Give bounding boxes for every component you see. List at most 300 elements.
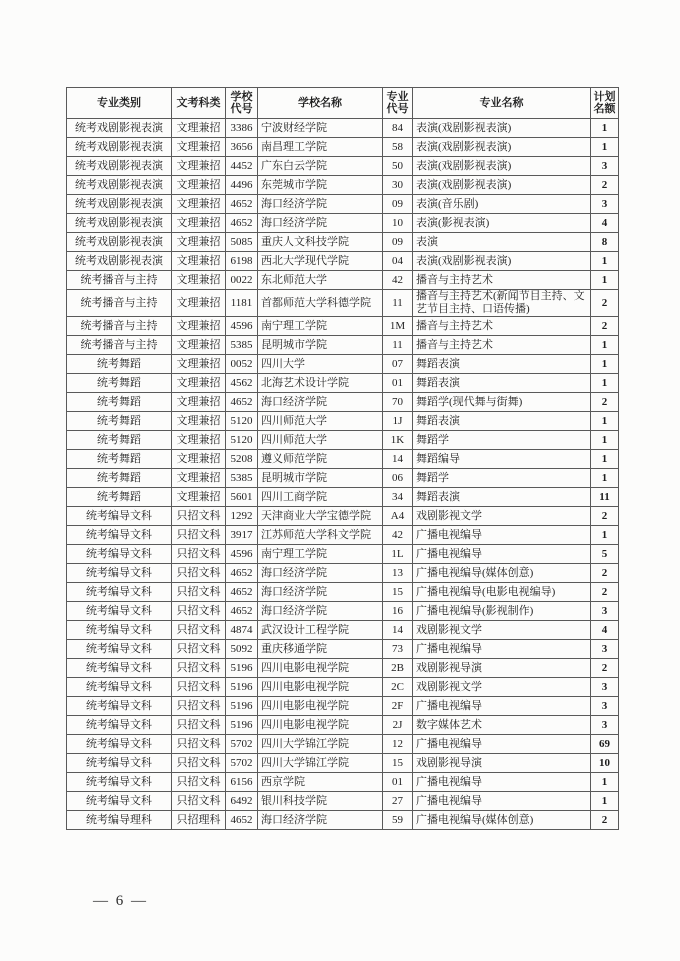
table-cell-major-code: 1L [383,545,413,564]
table-cell-school-code: 4652 [226,393,258,412]
table-cell-major-category: 统考舞蹈 [67,374,172,393]
table-cell-major-category: 统考播音与主持 [67,271,172,290]
table-cell-school-name: 天津商业大学宝德学院 [258,507,383,526]
table-cell-school-code: 4562 [226,374,258,393]
table-row [67,119,619,138]
table-cell-subject-type: 文理兼招 [172,176,226,195]
table-cell-quota: 2 [591,659,619,678]
table-row [67,450,619,469]
table-cell-major-code: 58 [383,138,413,157]
table-cell-major-name: 广播电视编导 [413,545,591,564]
table-cell-school-code: 4652 [226,583,258,602]
table-cell-school-name: 四川电影电视学院 [258,716,383,735]
table-cell-school-name: 遵义师范学院 [258,450,383,469]
table-cell-subject-type: 只招文科 [172,602,226,621]
table-cell-school-code: 4652 [226,602,258,621]
table-cell-quota: 2 [591,564,619,583]
table-cell-quota: 1 [591,431,619,450]
table-cell-school-code: 6198 [226,252,258,271]
table-cell-major-name: 舞蹈表演 [413,488,591,507]
table-cell-school-code: 5196 [226,716,258,735]
table-row [67,773,619,792]
table-cell-major-name: 戏剧影视导演 [413,659,591,678]
table-row [67,317,619,336]
table-cell-major-category: 统考编导文科 [67,697,172,716]
table-cell-school-code: 4652 [226,195,258,214]
table-cell-major-code: 09 [383,195,413,214]
table-cell-major-name: 舞蹈编导 [413,450,591,469]
table-cell-major-name: 数字媒体艺术 [413,716,591,735]
table-row [67,583,619,602]
table-row [67,545,619,564]
table-cell-major-name: 舞蹈学 [413,469,591,488]
table-cell-quota: 3 [591,602,619,621]
table-cell-major-category: 统考编导文科 [67,754,172,773]
table-cell-subject-type: 只招文科 [172,507,226,526]
table-cell-major-code: 42 [383,271,413,290]
table-cell-major-code: 34 [383,488,413,507]
table-row [67,431,619,450]
table-row [67,374,619,393]
table-cell-quota: 2 [591,583,619,602]
table-cell-subject-type: 文理兼招 [172,355,226,374]
table-cell-school-name: 昆明城市学院 [258,336,383,355]
table-cell-school-name: 海口经济学院 [258,583,383,602]
table-cell-quota: 2 [591,507,619,526]
table-cell-subject-type: 文理兼招 [172,195,226,214]
table-cell-quota: 3 [591,678,619,697]
table-cell-subject-type: 只招文科 [172,526,226,545]
table-cell-subject-type: 只招文科 [172,678,226,697]
table-cell-major-category: 统考编导文科 [67,507,172,526]
table-cell-quota: 1 [591,271,619,290]
table-cell-major-category: 统考编导文科 [67,773,172,792]
table-cell-major-name: 广播电视编导 [413,792,591,811]
table-cell-school-code: 5196 [226,659,258,678]
table-row [67,214,619,233]
col-header-subject-type: 文考科类 [172,88,226,119]
table-cell-major-name: 舞蹈表演 [413,412,591,431]
table-cell-major-category: 统考戏剧影视表演 [67,138,172,157]
table-cell-school-name: 海口经济学院 [258,393,383,412]
table-cell-major-category: 统考编导文科 [67,659,172,678]
table-cell-major-code: 14 [383,450,413,469]
table-cell-quota: 2 [591,811,619,830]
table-cell-quota: 1 [591,469,619,488]
table-cell-major-name: 表演(戏剧影视表演) [413,176,591,195]
table-cell-subject-type: 文理兼招 [172,450,226,469]
table-cell-school-name: 西北大学现代学院 [258,252,383,271]
table-row [67,336,619,355]
col-header-school-name: 学校名称 [258,88,383,119]
table-cell-subject-type: 只招文科 [172,621,226,640]
table-cell-school-code: 3656 [226,138,258,157]
table-cell-school-name: 四川电影电视学院 [258,678,383,697]
table-cell-school-name: 东莞城市学院 [258,176,383,195]
table-cell-quota: 4 [591,621,619,640]
table-cell-major-code: 11 [383,290,413,317]
table-cell-major-name: 表演(影视表演) [413,214,591,233]
table-row [67,716,619,735]
admission-plan-table [66,87,619,830]
table-cell-quota: 8 [591,233,619,252]
table-cell-quota: 3 [591,157,619,176]
table-cell-school-code: 4496 [226,176,258,195]
table-row [67,564,619,583]
table-row [67,176,619,195]
table-cell-major-code: 09 [383,233,413,252]
table-cell-school-code: 0022 [226,271,258,290]
table-cell-school-code: 5092 [226,640,258,659]
table-cell-major-name: 广播电视编导(影视制作) [413,602,591,621]
table-cell-major-category: 统考编导文科 [67,564,172,583]
table-cell-subject-type: 文理兼招 [172,412,226,431]
table-cell-major-category: 统考编导文科 [67,583,172,602]
table-cell-school-name: 东北师范大学 [258,271,383,290]
table-cell-major-code: 2B [383,659,413,678]
table-cell-quota: 1 [591,374,619,393]
table-cell-major-category: 统考戏剧影视表演 [67,157,172,176]
table-cell-school-name: 四川师范大学 [258,431,383,450]
table-cell-school-name: 四川大学锦江学院 [258,754,383,773]
table-cell-subject-type: 文理兼招 [172,290,226,317]
table-row [67,792,619,811]
table-cell-school-name: 武汉设计工程学院 [258,621,383,640]
table-cell-subject-type: 文理兼招 [172,271,226,290]
table-cell-major-name: 广播电视编导 [413,773,591,792]
table-row [67,488,619,507]
table-cell-school-code: 4652 [226,811,258,830]
table-cell-major-category: 统考舞蹈 [67,450,172,469]
table-cell-school-code: 5120 [226,431,258,450]
table-cell-school-name: 银川科技学院 [258,792,383,811]
table-row [67,621,619,640]
table-cell-major-category: 统考编导文科 [67,716,172,735]
table-cell-major-category: 统考播音与主持 [67,290,172,317]
table-cell-major-category: 统考戏剧影视表演 [67,195,172,214]
table-cell-major-name: 播音与主持艺术 [413,271,591,290]
table-cell-school-code: 5702 [226,735,258,754]
table-cell-school-code: 5385 [226,336,258,355]
table-cell-major-code: 50 [383,157,413,176]
table-cell-quota: 1 [591,526,619,545]
table-row [67,252,619,271]
table-cell-major-name: 舞蹈学 [413,431,591,450]
table-body [67,119,619,830]
table-cell-major-category: 统考戏剧影视表演 [67,233,172,252]
table-cell-major-code: 70 [383,393,413,412]
table-cell-subject-type: 只招文科 [172,792,226,811]
table-cell-school-code: 1181 [226,290,258,317]
table-cell-major-name: 表演 [413,233,591,252]
table-row [67,754,619,773]
table-row [67,195,619,214]
table-cell-quota: 3 [591,640,619,659]
table-cell-school-name: 重庆移通学院 [258,640,383,659]
table-cell-school-code: 4874 [226,621,258,640]
table-cell-school-code: 5702 [226,754,258,773]
table-cell-subject-type: 文理兼招 [172,317,226,336]
table-cell-school-code: 0052 [226,355,258,374]
table-cell-major-category: 统考舞蹈 [67,469,172,488]
table-cell-school-name: 南宁理工学院 [258,545,383,564]
table-row [67,233,619,252]
table-row [67,507,619,526]
table-row [67,697,619,716]
table-cell-major-code: 84 [383,119,413,138]
table-cell-major-code: 15 [383,583,413,602]
table-cell-quota: 3 [591,716,619,735]
table-cell-school-name: 海口经济学院 [258,811,383,830]
table-cell-major-category: 统考舞蹈 [67,431,172,450]
table-row [67,157,619,176]
table-cell-school-code: 4596 [226,545,258,564]
table-cell-school-code: 3386 [226,119,258,138]
table-cell-school-name: 北海艺术设计学院 [258,374,383,393]
table-cell-subject-type: 文理兼招 [172,157,226,176]
table-cell-subject-type: 文理兼招 [172,252,226,271]
table-cell-major-code: 06 [383,469,413,488]
table-cell-major-code: 1M [383,317,413,336]
table-cell-major-name: 播音与主持艺术 [413,317,591,336]
table-cell-major-category: 统考编导文科 [67,640,172,659]
table-cell-major-category: 统考戏剧影视表演 [67,252,172,271]
table-cell-major-code: 10 [383,214,413,233]
table-cell-quota: 1 [591,355,619,374]
table-cell-major-code: A4 [383,507,413,526]
table-cell-major-name: 广播电视编导 [413,640,591,659]
table-cell-quota: 4 [591,214,619,233]
table-cell-school-name: 四川师范大学 [258,412,383,431]
table-cell-school-code: 4452 [226,157,258,176]
table-row [67,811,619,830]
table-cell-school-name: 西京学院 [258,773,383,792]
table-row [67,659,619,678]
table-cell-major-code: 1K [383,431,413,450]
table-cell-quota: 2 [591,290,619,317]
table-cell-quota: 1 [591,252,619,271]
table-cell-quota: 2 [591,317,619,336]
table-cell-subject-type: 文理兼招 [172,138,226,157]
table-cell-quota: 1 [591,792,619,811]
table-cell-subject-type: 只招文科 [172,697,226,716]
table-cell-major-name: 舞蹈表演 [413,374,591,393]
table-cell-major-name: 广播电视编导 [413,526,591,545]
table-cell-major-code: 30 [383,176,413,195]
table-cell-school-name: 重庆人文科技学院 [258,233,383,252]
table-cell-school-name: 南宁理工学院 [258,317,383,336]
table-cell-major-name: 戏剧影视文学 [413,621,591,640]
table-cell-subject-type: 只招文科 [172,773,226,792]
col-header-major-code: 专业代号 [383,88,413,119]
table-cell-quota: 2 [591,393,619,412]
table-cell-major-code: 2J [383,716,413,735]
table-cell-major-category: 统考编导文科 [67,735,172,754]
table-cell-major-category: 统考编导文科 [67,678,172,697]
table-cell-quota: 3 [591,195,619,214]
table-cell-subject-type: 只招文科 [172,583,226,602]
table-row [67,138,619,157]
table-cell-quota: 1 [591,773,619,792]
table-cell-quota: 1 [591,119,619,138]
table-cell-major-name: 广播电视编导(电影电视编导) [413,583,591,602]
table-cell-subject-type: 文理兼招 [172,214,226,233]
table-cell-subject-type: 只招文科 [172,640,226,659]
table-cell-major-code: 11 [383,336,413,355]
table-cell-school-code: 5085 [226,233,258,252]
table-cell-school-name: 宁波财经学院 [258,119,383,138]
table-row [67,393,619,412]
table-row [67,469,619,488]
table-cell-subject-type: 只招文科 [172,659,226,678]
table-cell-subject-type: 只招文科 [172,545,226,564]
table-cell-major-code: 14 [383,621,413,640]
table-cell-subject-type: 只招文科 [172,754,226,773]
table-cell-school-code: 5601 [226,488,258,507]
table-cell-subject-type: 文理兼招 [172,431,226,450]
table-cell-school-code: 5385 [226,469,258,488]
table-cell-major-category: 统考编导文科 [67,526,172,545]
table-cell-major-code: 13 [383,564,413,583]
table-cell-school-name: 首都师范大学科德学院 [258,290,383,317]
table-cell-major-code: 07 [383,355,413,374]
table-cell-subject-type: 只招理科 [172,811,226,830]
table-cell-major-name: 表演(戏剧影视表演) [413,252,591,271]
table-cell-quota: 1 [591,336,619,355]
table-cell-major-category: 统考舞蹈 [67,393,172,412]
table-cell-major-category: 统考戏剧影视表演 [67,176,172,195]
table-cell-major-name: 戏剧影视文学 [413,507,591,526]
table-cell-major-code: 01 [383,374,413,393]
col-header-major-category: 专业类别 [67,88,172,119]
table-cell-school-code: 6492 [226,792,258,811]
table-cell-major-code: 2C [383,678,413,697]
table-cell-major-category: 统考编导理科 [67,811,172,830]
table-cell-major-category: 统考编导文科 [67,621,172,640]
table-cell-school-code: 5196 [226,678,258,697]
table-cell-major-category: 统考播音与主持 [67,336,172,355]
table-cell-quota: 5 [591,545,619,564]
table-cell-school-code: 5120 [226,412,258,431]
table-cell-school-name: 海口经济学院 [258,564,383,583]
table-cell-major-category: 统考戏剧影视表演 [67,119,172,138]
table-cell-school-code: 5208 [226,450,258,469]
table-cell-major-name: 广播电视编导(媒体创意) [413,811,591,830]
table-cell-school-name: 四川工商学院 [258,488,383,507]
table-cell-major-name: 广播电视编导 [413,697,591,716]
table-cell-school-name: 海口经济学院 [258,214,383,233]
table-cell-major-category: 统考编导文科 [67,545,172,564]
table-cell-school-code: 6156 [226,773,258,792]
table-cell-major-code: 01 [383,773,413,792]
table-cell-major-name: 播音与主持艺术 [413,336,591,355]
table-row [67,271,619,290]
table-cell-major-name: 舞蹈学(现代舞与街舞) [413,393,591,412]
table-cell-school-code: 1292 [226,507,258,526]
table-cell-school-name: 四川电影电视学院 [258,697,383,716]
table-cell-major-code: 04 [383,252,413,271]
table-cell-quota: 2 [591,176,619,195]
table-cell-major-name: 广播电视编导(媒体创意) [413,564,591,583]
table-cell-major-name: 表演(戏剧影视表演) [413,119,591,138]
table-cell-major-code: 1J [383,412,413,431]
page-number: — 6 — [93,893,148,909]
table-cell-quota: 1 [591,412,619,431]
table-cell-school-name: 南昌理工学院 [258,138,383,157]
table-cell-major-code: 73 [383,640,413,659]
table-cell-major-code: 2F [383,697,413,716]
table-cell-major-category: 统考编导文科 [67,792,172,811]
table-cell-subject-type: 只招文科 [172,716,226,735]
table-cell-major-category: 统考舞蹈 [67,412,172,431]
table-header [67,88,619,119]
table-cell-major-code: 42 [383,526,413,545]
table-cell-school-name: 四川大学锦江学院 [258,735,383,754]
table-cell-school-code: 5196 [226,697,258,716]
table-cell-quota: 1 [591,450,619,469]
table-cell-major-category: 统考舞蹈 [67,488,172,507]
table-cell-major-name: 表演(戏剧影视表演) [413,138,591,157]
table-cell-major-category: 统考编导文科 [67,602,172,621]
table-cell-subject-type: 文理兼招 [172,119,226,138]
table-cell-major-category: 统考戏剧影视表演 [67,214,172,233]
table-cell-subject-type: 文理兼招 [172,336,226,355]
table-cell-subject-type: 文理兼招 [172,488,226,507]
table-cell-school-name: 四川大学 [258,355,383,374]
table-cell-major-code: 15 [383,754,413,773]
table-cell-school-name: 广东白云学院 [258,157,383,176]
table-cell-major-code: 59 [383,811,413,830]
table-cell-major-code: 12 [383,735,413,754]
table-cell-school-code: 4596 [226,317,258,336]
table-cell-school-code: 3917 [226,526,258,545]
table-cell-school-code: 4652 [226,214,258,233]
table-cell-major-name: 表演(戏剧影视表演) [413,157,591,176]
col-header-major-name: 专业名称 [413,88,591,119]
table-cell-subject-type: 文理兼招 [172,233,226,252]
table-cell-school-name: 海口经济学院 [258,195,383,214]
table-cell-quota: 1 [591,138,619,157]
table-cell-major-code: 27 [383,792,413,811]
table-cell-major-category: 统考播音与主持 [67,317,172,336]
table-cell-major-category: 统考舞蹈 [67,355,172,374]
table-row [67,735,619,754]
table-row [67,526,619,545]
table-cell-quota: 3 [591,697,619,716]
table-row [67,678,619,697]
table-cell-subject-type: 只招文科 [172,564,226,583]
table-cell-school-name: 昆明城市学院 [258,469,383,488]
table-cell-subject-type: 文理兼招 [172,374,226,393]
table-cell-school-code: 4652 [226,564,258,583]
table-cell-major-name: 舞蹈表演 [413,355,591,374]
table-cell-major-name: 表演(音乐剧) [413,195,591,214]
table-row [67,412,619,431]
table-cell-subject-type: 文理兼招 [172,393,226,412]
table-cell-quota: 69 [591,735,619,754]
table-header-row [67,88,619,119]
table-cell-quota: 11 [591,488,619,507]
table-cell-school-name: 海口经济学院 [258,602,383,621]
table-cell-subject-type: 只招文科 [172,735,226,754]
table-row [67,355,619,374]
table-cell-major-name: 戏剧影视导演 [413,754,591,773]
table-row [67,290,619,317]
table-cell-major-name: 戏剧影视文学 [413,678,591,697]
table-cell-quota: 10 [591,754,619,773]
table-cell-major-name: 广播电视编导 [413,735,591,754]
col-header-school-code: 学校代号 [226,88,258,119]
